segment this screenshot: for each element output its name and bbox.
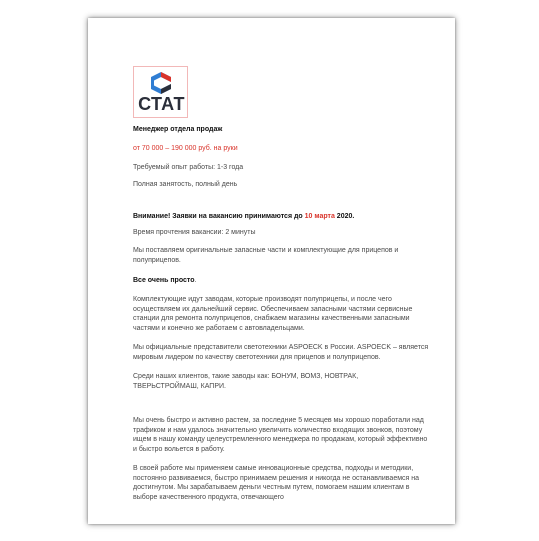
paragraph-3: Среди наших клиентов, такие заводы как: БОНУМ, ВОМЗ, НОВТРАК, ТВЕРЬСТРОЙМАШ, КАПРИ. bbox=[133, 373, 359, 390]
paragraph-5: В своей работе мы применяем самые инновационные средства, подходы и методики, постоянно развиваемся, быстро принимаем решения и никогда не останавливаемся на достигнутом. Мы зарабатываем деньги честным путем, помогаем нашим клиентам в выборе качественного продукта, отвечающего bbox=[133, 465, 420, 501]
simple-heading bbox=[133, 276, 433, 286]
paragraph-1: Комплектующие идут заводам, которые производят полуприцепы, и после чего осуществляем их дальнейший сервис. Обеспечиваем запасными частями сервисные станции для ремонта полуприцепов, снабжаем магазины качественными запасными частями и конечно же работаем с автовладельцами. bbox=[133, 296, 413, 332]
deadline-notice bbox=[133, 212, 433, 222]
reading-time: Время прочтения вакансии: 2 минуты bbox=[133, 229, 256, 236]
deadline-date: 10 марта bbox=[304, 213, 335, 220]
deadline-suffix: 2020. bbox=[334, 213, 355, 220]
paragraph-2: Мы официальные представители светотехники ASPOECK в России. ASPOECK – является мировым лидером по качеству светотехники для прицепов и полуприцепов. bbox=[133, 344, 429, 361]
experience: Требуемый опыт работы: 1-3 года bbox=[133, 164, 244, 171]
job-title: Менеджер отдела продаж bbox=[133, 126, 223, 133]
salary: от 70 000 – 190 000 руб. на руки bbox=[133, 145, 238, 152]
deadline-prefix: Внимание! Заявки на вакансию принимаются до bbox=[133, 213, 305, 220]
simple-heading-dot: . bbox=[194, 277, 197, 284]
logo-text: СТАТ bbox=[138, 94, 185, 114]
company-logo bbox=[133, 66, 188, 118]
stat-hexagon-logo-icon bbox=[146, 70, 176, 96]
employment: Полная занятость, полный день bbox=[133, 181, 238, 188]
document-page bbox=[88, 18, 455, 524]
intro-paragraph: Мы поставляем оригинальные запасные части и комплектующие для прицепов и полуприцепов. bbox=[133, 247, 399, 264]
paragraph-4: Мы очень быстро и активно растем, за последние 5 месяцев мы хорошо поработали над трафиком и нам удалось значительно увеличить количество входящих звонков, поэтому ищем в нашу команду целеустремленного менеджера по продажам, который эффективно и быстро вольется в работу. bbox=[133, 417, 428, 453]
simple-heading-bold: Все очень просто bbox=[133, 277, 195, 284]
